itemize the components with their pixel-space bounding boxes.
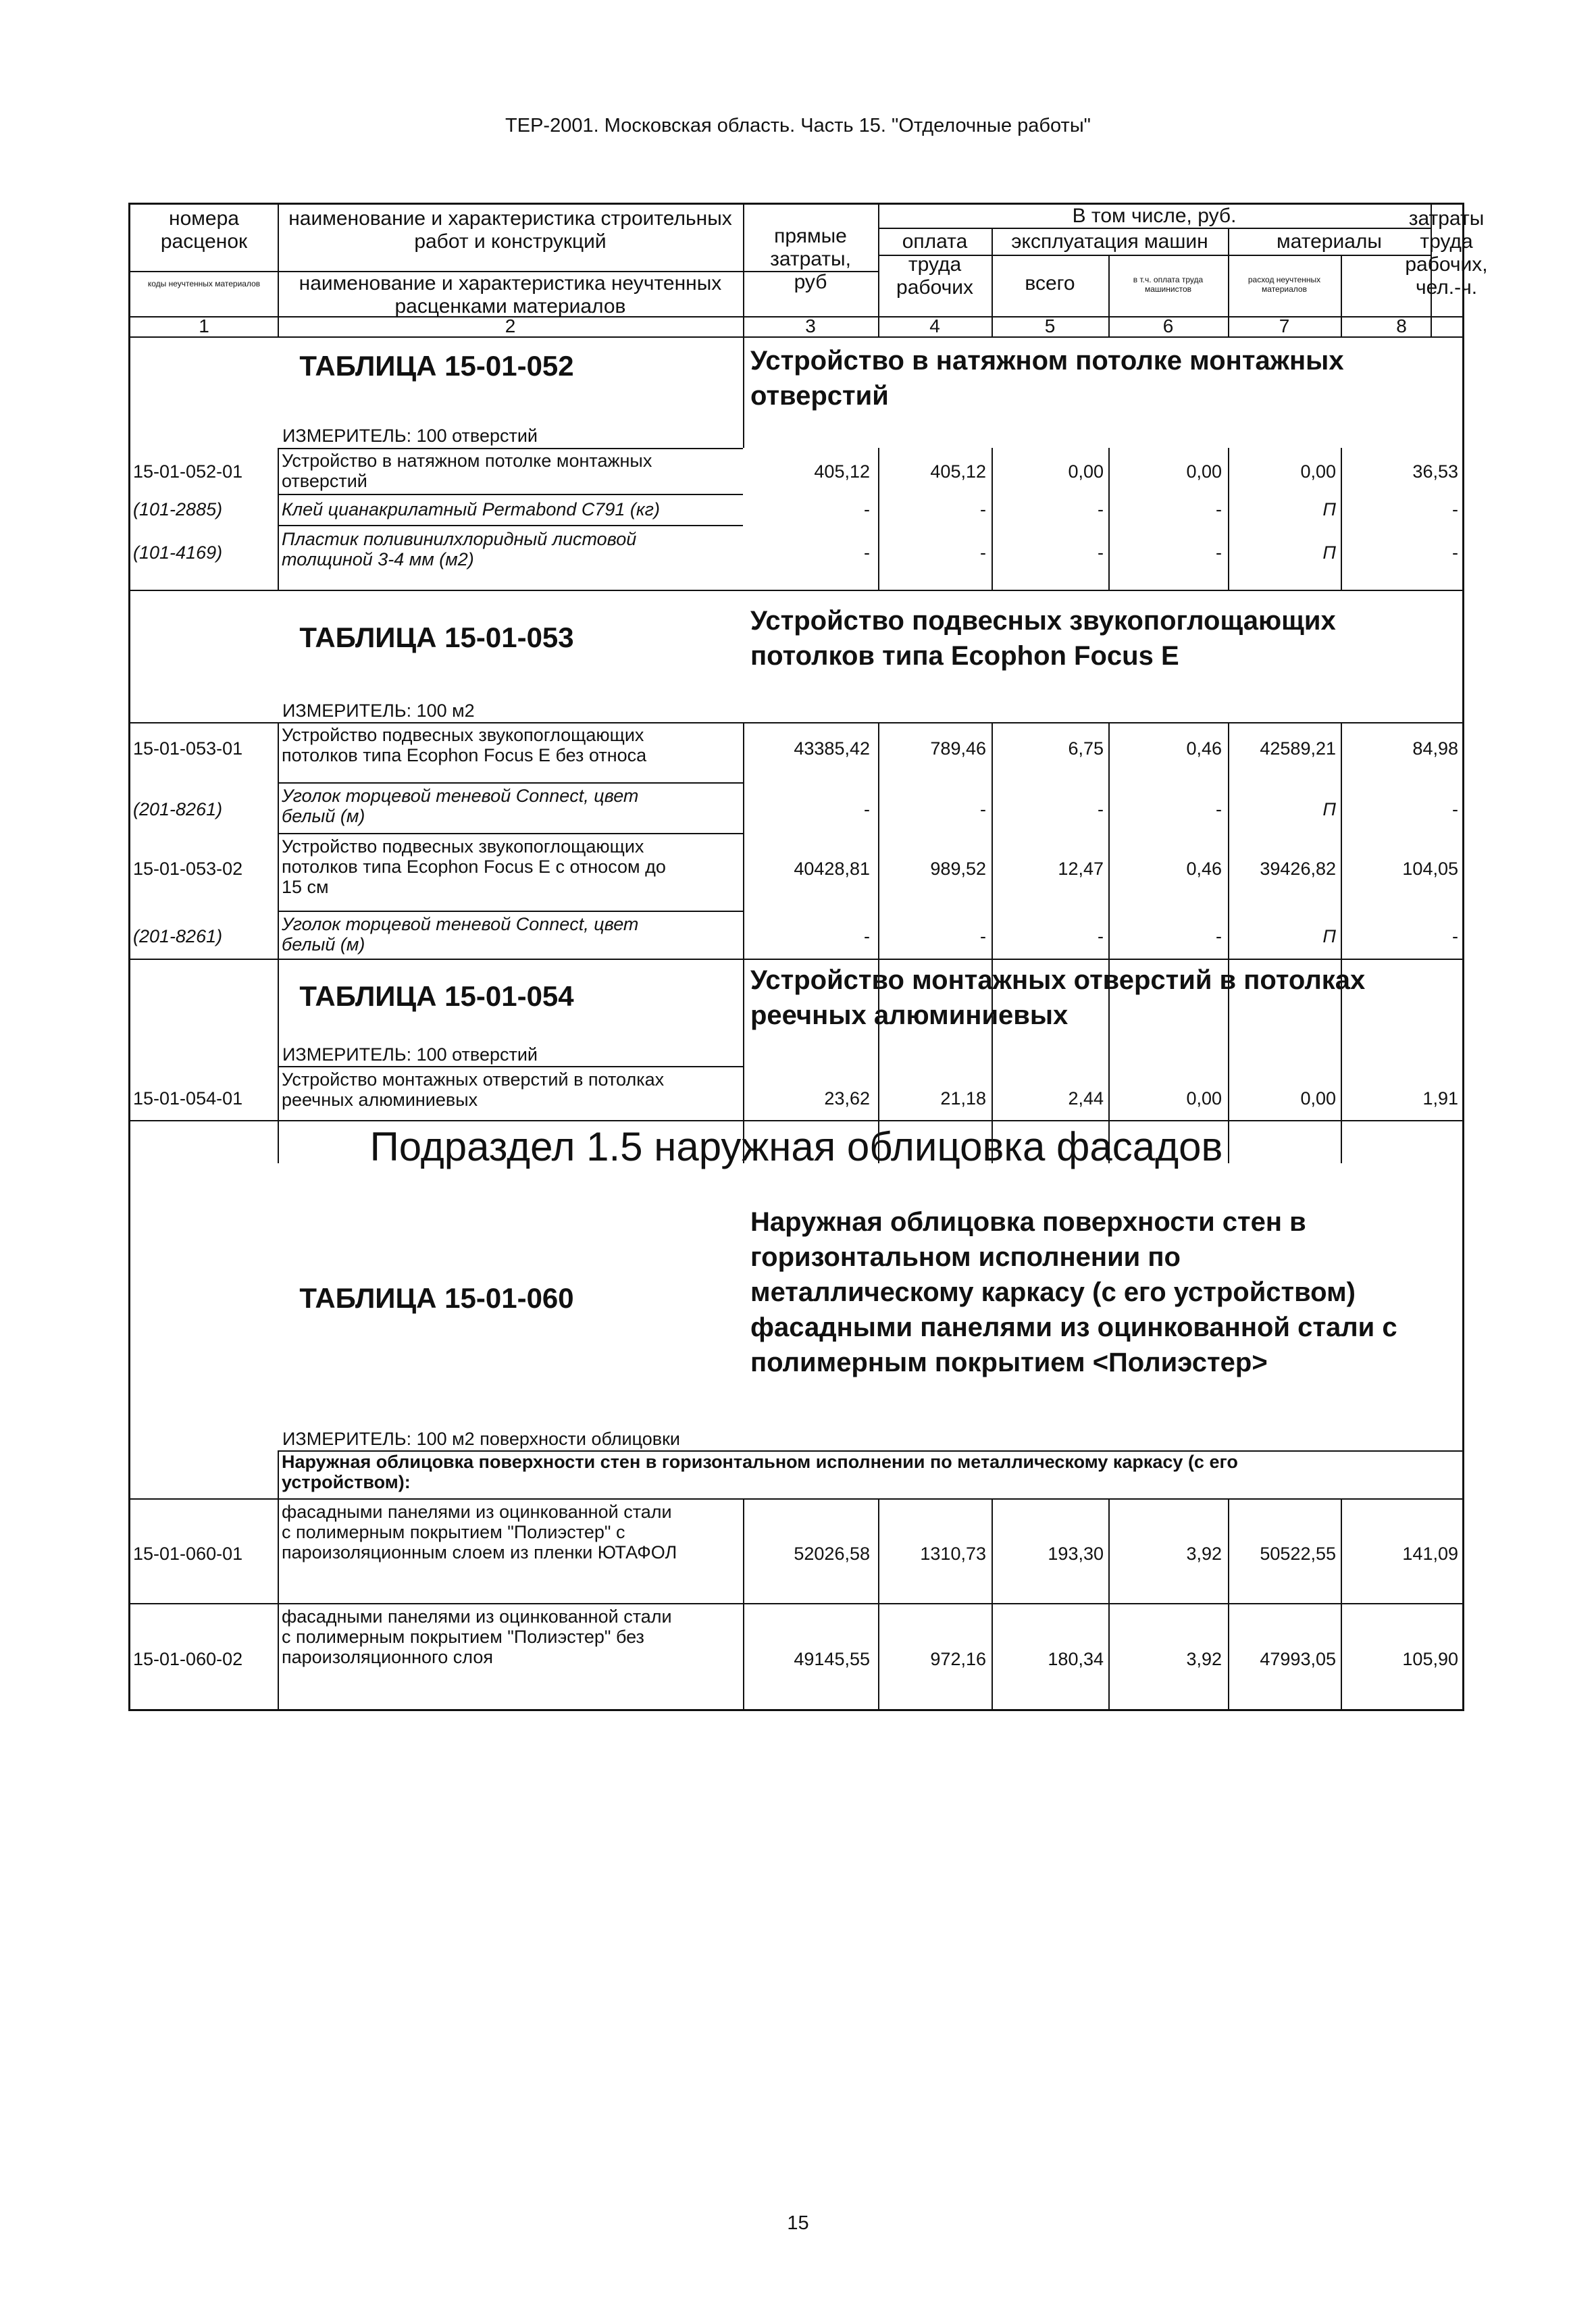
header-work-name: наименование и характеристика строительных работ и конструкций xyxy=(288,207,732,253)
column-number: 5 xyxy=(1044,315,1056,336)
row-code: 15-01-052-01 xyxy=(133,461,243,482)
value-direct: - xyxy=(864,499,870,519)
column-number: 8 xyxy=(1396,315,1407,336)
value-machines: - xyxy=(1098,499,1104,519)
value-machinist-wages: - xyxy=(1216,926,1222,946)
value-materials: 47993,05 xyxy=(1260,1649,1336,1669)
column-number: 1 xyxy=(199,315,209,336)
value-labor: - xyxy=(1452,926,1458,946)
table-id-060: ТАБЛИЦА 15-01-060 xyxy=(299,1282,574,1314)
row-code: 15-01-053-02 xyxy=(133,859,243,879)
header-wages: оплата труда рабочих xyxy=(896,230,973,299)
measure-060: ИЗМЕРИТЕЛЬ: 100 м2 поверхности облицовки xyxy=(282,1429,681,1449)
material-description: Уголок торцевой теневой Connect, цвет белый (м) xyxy=(282,786,639,826)
value-machinist-wages: 3,92 xyxy=(1186,1544,1222,1564)
row-rule xyxy=(130,959,1462,960)
section-divider xyxy=(743,336,744,448)
row-description: фасадными панелями из оцинкованной стали с полимерным покрытием "Полиэстер" без пароизоляционного слоя xyxy=(282,1606,672,1667)
measure-052: ИЗМЕРИТЕЛЬ: 100 отверстий xyxy=(282,426,538,446)
row-description: Устройство в натяжном потолке монтажных отверстий xyxy=(282,451,652,491)
value-wages: 1310,73 xyxy=(920,1544,986,1564)
value-wages: - xyxy=(980,799,986,819)
header-machines: эксплуатация машин xyxy=(1011,230,1208,253)
value-direct: 23,62 xyxy=(824,1088,870,1109)
header-rate-numbers: номера расценок xyxy=(160,207,248,253)
row-rule xyxy=(278,1066,743,1067)
row-rule xyxy=(278,911,743,912)
table-title-052: Устройство в натяжном потолке монтажных отверстий xyxy=(750,346,1344,411)
value-machines: - xyxy=(1098,542,1104,563)
table-title-054: Устройство монтажных отверстий в потолках реечных алюминиевых xyxy=(750,965,1366,1030)
value-labor: 105,90 xyxy=(1402,1649,1458,1669)
value-direct: 49145,55 xyxy=(794,1649,870,1669)
value-materials: П xyxy=(1322,926,1336,946)
value-machinist-wages: 0,00 xyxy=(1186,461,1222,482)
value-wages: 405,12 xyxy=(930,461,986,482)
row-description: Устройство подвесных звукопоглощающих потолков типа Ecophon Focus E без относа xyxy=(282,725,647,765)
row-rule xyxy=(130,1498,1462,1500)
value-materials: П xyxy=(1322,542,1336,563)
material-code: (201-8261) xyxy=(133,926,223,946)
value-machines: 193,30 xyxy=(1048,1544,1104,1564)
row-description: Устройство монтажных отверстий в потолках реечных алюминиевых xyxy=(282,1069,665,1110)
value-machinist-wages: - xyxy=(1216,799,1222,819)
value-machinist-wages: 0,00 xyxy=(1186,1088,1222,1109)
value-direct: - xyxy=(864,799,870,819)
row-rule xyxy=(278,525,743,526)
value-wages: - xyxy=(980,542,986,563)
value-wages: 989,52 xyxy=(930,859,986,879)
value-labor: 104,05 xyxy=(1402,859,1458,879)
measure-053: ИЗМЕРИТЕЛЬ: 100 м2 xyxy=(282,701,475,721)
column-number: 2 xyxy=(505,315,516,336)
group-description: Наружная облицовка поверхности стен в горизонтальном исполнении по металлическому каркасу (с его устройством): xyxy=(282,1452,1238,1492)
value-machinist-wages: - xyxy=(1216,542,1222,563)
row-rule xyxy=(130,722,1462,723)
header-material-name: наименование и характеристика неучтенных расценками материалов xyxy=(299,272,722,317)
value-direct: 43385,42 xyxy=(794,738,870,759)
value-materials: 39426,82 xyxy=(1260,859,1336,879)
value-labor: - xyxy=(1452,799,1458,819)
header-materials: материалы xyxy=(1277,230,1382,253)
value-materials: 0,00 xyxy=(1300,461,1336,482)
value-machinist-wages: 0,46 xyxy=(1186,859,1222,879)
value-direct: - xyxy=(864,542,870,563)
value-wages: - xyxy=(980,926,986,946)
material-description: Клей цианакрилатный Permabond C791 (кг) xyxy=(282,499,660,519)
value-direct: 405,12 xyxy=(814,461,870,482)
row-rule xyxy=(278,833,743,834)
value-direct: 52026,58 xyxy=(794,1544,870,1564)
row-rule xyxy=(130,1120,1462,1121)
value-materials: 0,00 xyxy=(1300,1088,1336,1109)
header-labor: затраты труда рабочих, чел.-ч. xyxy=(1405,207,1488,299)
column-number: 6 xyxy=(1162,315,1174,336)
document-title: ТЕР-2001. Московская область. Часть 15. "Отделочные работы" xyxy=(505,115,1091,136)
table-id-052: ТАБЛИЦА 15-01-052 xyxy=(299,350,574,382)
value-labor: - xyxy=(1452,499,1458,519)
value-wages: 21,18 xyxy=(940,1088,986,1109)
row-rule xyxy=(130,590,1462,591)
value-wages: 972,16 xyxy=(930,1649,986,1669)
material-code: (101-2885) xyxy=(133,499,223,519)
value-labor: 36,53 xyxy=(1412,461,1458,482)
header-group-rule xyxy=(878,228,1431,229)
value-machines: 12,47 xyxy=(1058,859,1104,879)
row-rule xyxy=(130,1603,1462,1604)
value-machines: - xyxy=(1098,799,1104,819)
row-rule xyxy=(278,448,743,449)
header-machinist-wages: в т.ч. оплата труда машинистов xyxy=(1133,275,1204,294)
row-description: фасадными панелями из оцинкованной стали с полимерным покрытием "Полиэстер" с пароизоляционным слоем из пленки ЮТАФОЛ xyxy=(282,1502,677,1562)
header-direct-costs: прямые затраты, руб xyxy=(770,225,851,293)
cell-divider xyxy=(278,448,279,590)
value-materials: 42589,21 xyxy=(1260,738,1336,759)
cell-divider xyxy=(278,1066,279,1120)
row-code: 15-01-060-02 xyxy=(133,1649,243,1669)
column-number: 4 xyxy=(929,315,940,336)
table-id-054: ТАБЛИЦА 15-01-054 xyxy=(299,980,574,1012)
value-labor: 141,09 xyxy=(1402,1544,1458,1564)
material-code: (101-4169) xyxy=(133,542,223,563)
header-material-codes: коды неучтенных материалов xyxy=(147,279,261,288)
header-including: В том числе, руб. xyxy=(1072,205,1237,227)
cell-divider xyxy=(278,1450,279,1709)
row-description: Устройство подвесных звукопоглощающих потолков типа Ecophon Focus E с относом до 15 см xyxy=(282,836,666,897)
row-code: 15-01-054-01 xyxy=(133,1088,243,1109)
row-code: 15-01-053-01 xyxy=(133,738,243,759)
value-direct: 40428,81 xyxy=(794,859,870,879)
value-machines: 0,00 xyxy=(1068,461,1104,482)
material-description: Уголок торцевой теневой Connect, цвет белый (м) xyxy=(282,914,639,955)
material-code: (201-8261) xyxy=(133,799,223,819)
material-description: Пластик поливинилхлоридный листовой толщиной 3-4 мм (м2) xyxy=(282,529,637,569)
row-rule xyxy=(278,494,743,495)
measure-054: ИЗМЕРИТЕЛЬ: 100 отверстий xyxy=(282,1044,538,1065)
value-materials: 50522,55 xyxy=(1260,1544,1336,1564)
value-machines: 6,75 xyxy=(1068,738,1104,759)
value-labor: 1,91 xyxy=(1422,1088,1458,1109)
value-direct: - xyxy=(864,926,870,946)
row-rule xyxy=(278,782,743,784)
value-labor: - xyxy=(1452,542,1458,563)
value-machines: 180,34 xyxy=(1048,1649,1104,1669)
value-machines: 2,44 xyxy=(1068,1088,1104,1109)
value-materials: П xyxy=(1322,499,1336,519)
row-code: 15-01-060-01 xyxy=(133,1544,243,1564)
header-machines-total: всего xyxy=(1025,272,1075,295)
page-number: 15 xyxy=(787,2212,809,2234)
column-number: 3 xyxy=(805,315,816,336)
price-table xyxy=(128,203,1488,1711)
value-labor: 84,98 xyxy=(1412,738,1458,759)
value-machines: - xyxy=(1098,926,1104,946)
table-title-053: Устройство подвесных звукопоглощающих потолков типа Ecophon Focus E xyxy=(750,606,1336,671)
value-wages: - xyxy=(980,499,986,519)
column-number: 7 xyxy=(1279,315,1290,336)
subsection-heading: Подраздел 1.5 наружная облицовка фасадов xyxy=(369,1124,1223,1169)
value-materials: П xyxy=(1322,799,1336,819)
value-machinist-wages: - xyxy=(1216,499,1222,519)
table-id-053: ТАБЛИЦА 15-01-053 xyxy=(299,621,574,653)
value-wages: 789,46 xyxy=(930,738,986,759)
value-machinist-wages: 0,46 xyxy=(1186,738,1222,759)
value-machinist-wages: 3,92 xyxy=(1186,1649,1222,1669)
header-materials-consumption: расход неучтенных материалов xyxy=(1247,275,1321,294)
table-title-060: Наружная облицовка поверхности стен в горизонтальном исполнении по металлическому каркасу (с его устройством) фасадными панелями из оцинкованной стали с полимерным покрытием <Полиэстер> xyxy=(750,1207,1397,1377)
